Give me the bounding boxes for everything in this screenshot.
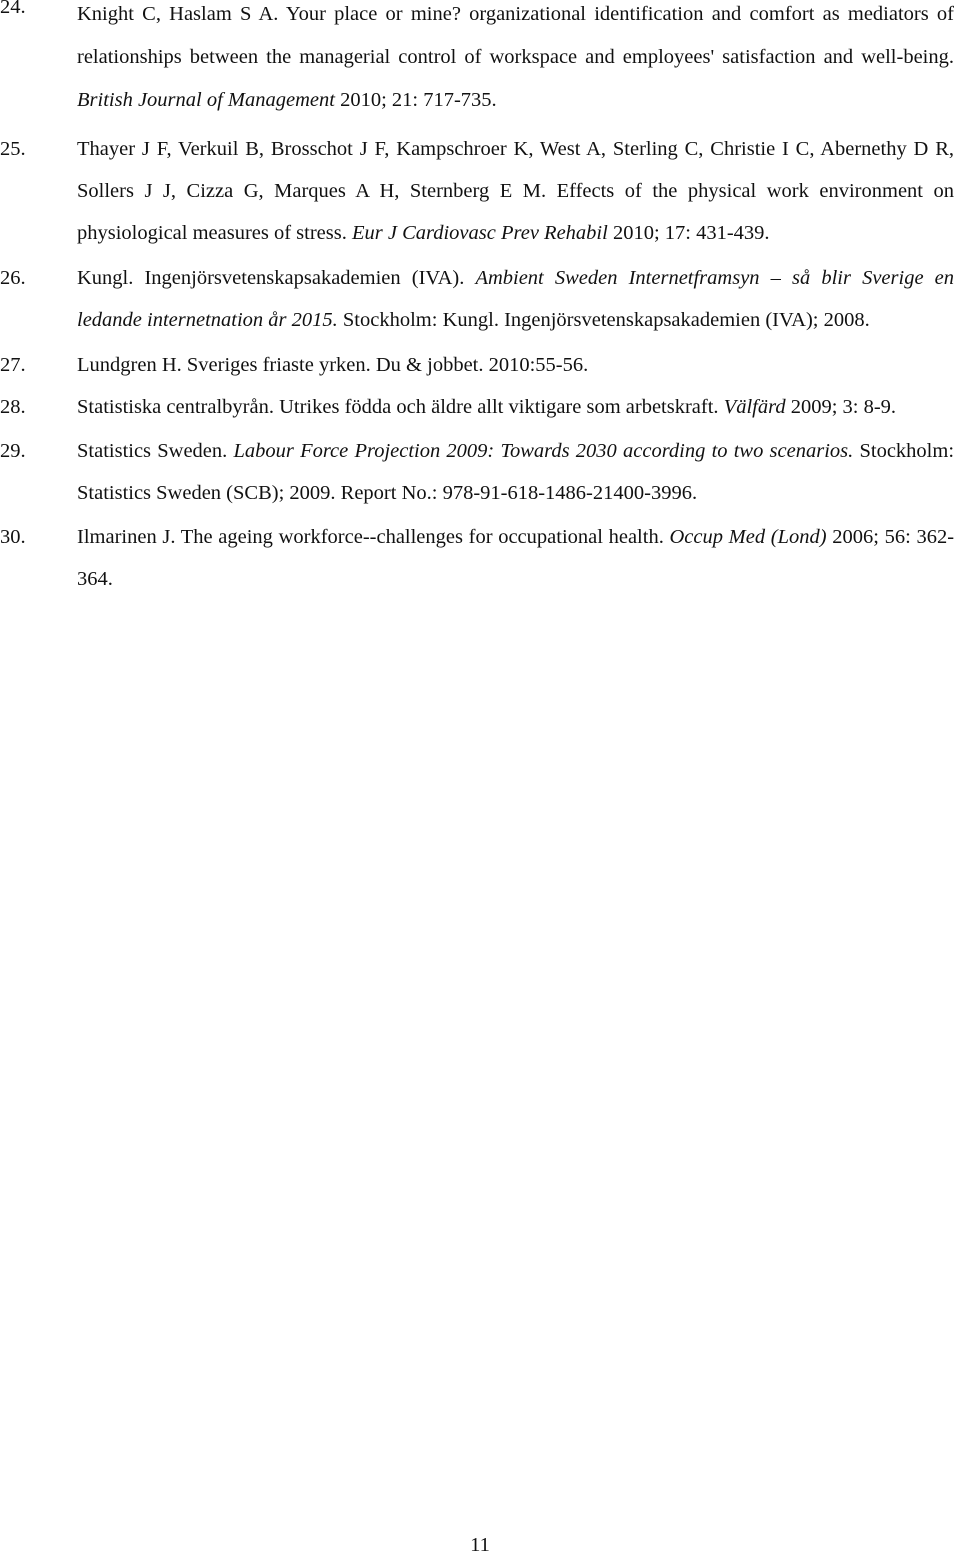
reference-journal: Eur J Cardiovasc Prev Rehabil xyxy=(352,222,608,244)
reference-authors: Knight C, Haslam S A. xyxy=(77,3,279,25)
reference-body: Thayer J F, Verkuil B, Brosschot J F, Kampschroer K, West A, Sterling C, Christie I C, Abernethy D R, Sollers J J, Cizza G, Marques A H, Sternberg E M. Effects of the physical work environment on physiological measures of stress. xyxy=(77,138,954,244)
reference-text xyxy=(77,516,954,600)
reference-number: 27. xyxy=(0,354,26,376)
reference-journal: Välfärd xyxy=(723,396,786,418)
reference-details: Stockholm: Kungl. Ingenjörsvetenskapsakademien (IVA); 2008. xyxy=(342,309,870,331)
reference-list xyxy=(0,0,960,600)
reference-body: Kungl. Ingenjörsvetenskapsakademien (IVA). xyxy=(77,267,465,289)
reference-text xyxy=(77,257,954,341)
reference-text xyxy=(77,344,954,386)
reference-body: Statistiska centralbyrån. Utrikes födda och äldre allt viktigare som arbetskraft. xyxy=(77,396,719,418)
reference-journal: British Journal of Management xyxy=(77,89,335,111)
reference-30 xyxy=(0,516,960,600)
reference-number: 28. xyxy=(0,396,26,418)
reference-text xyxy=(77,0,954,122)
reference-text xyxy=(77,128,954,254)
reference-details: 2009; 3: 8-9. xyxy=(790,396,897,418)
reference-number: 25. xyxy=(0,138,26,160)
reference-number: 26. xyxy=(0,267,26,289)
page-number: 11 xyxy=(470,1534,490,1556)
reference-body: Statistics Sweden. xyxy=(77,440,228,462)
reference-26 xyxy=(0,257,960,341)
reference-number: 30. xyxy=(0,526,26,548)
reference-number: 24. xyxy=(0,0,26,18)
reference-title: Labour Force Projection 2009: Towards 2030 according to two scenarios. xyxy=(233,440,854,462)
reference-details: Stockholm: Statistics Sweden (SCB); 2009. Report No.: 978-91-618-1486-21400-3996. xyxy=(77,440,955,504)
reference-details: 2006; 56: 362-364. xyxy=(77,526,955,590)
reference-27 xyxy=(0,344,960,386)
reference-details: 2010; 17: 431-439. xyxy=(612,222,770,244)
reference-body: Ilmarinen J. The ageing workforce--challenges for occupational health. xyxy=(77,526,664,548)
reference-title: Ambient Sweden Internetframsyn – så blir Sverige en ledande internetnation år 2015. xyxy=(77,267,954,331)
reference-number: 29. xyxy=(0,440,26,462)
reference-details: 2010; 21: 717-735. xyxy=(340,89,497,111)
reference-text xyxy=(77,386,954,428)
reference-28 xyxy=(0,386,960,428)
reference-title: Your place or mine? organizational identification and comfort as mediators of relationships between the managerial control of workspace and employees' satisfaction and well-being. xyxy=(77,3,954,68)
reference-text xyxy=(77,430,954,514)
reference-29 xyxy=(0,430,960,514)
reference-journal: Occup Med (Lond) xyxy=(669,526,827,548)
reference-body: Lundgren H. Sveriges friaste yrken. Du & jobbet. 2010:55-56. xyxy=(77,354,589,376)
reference-25 xyxy=(0,128,960,254)
reference-24 xyxy=(0,0,960,122)
